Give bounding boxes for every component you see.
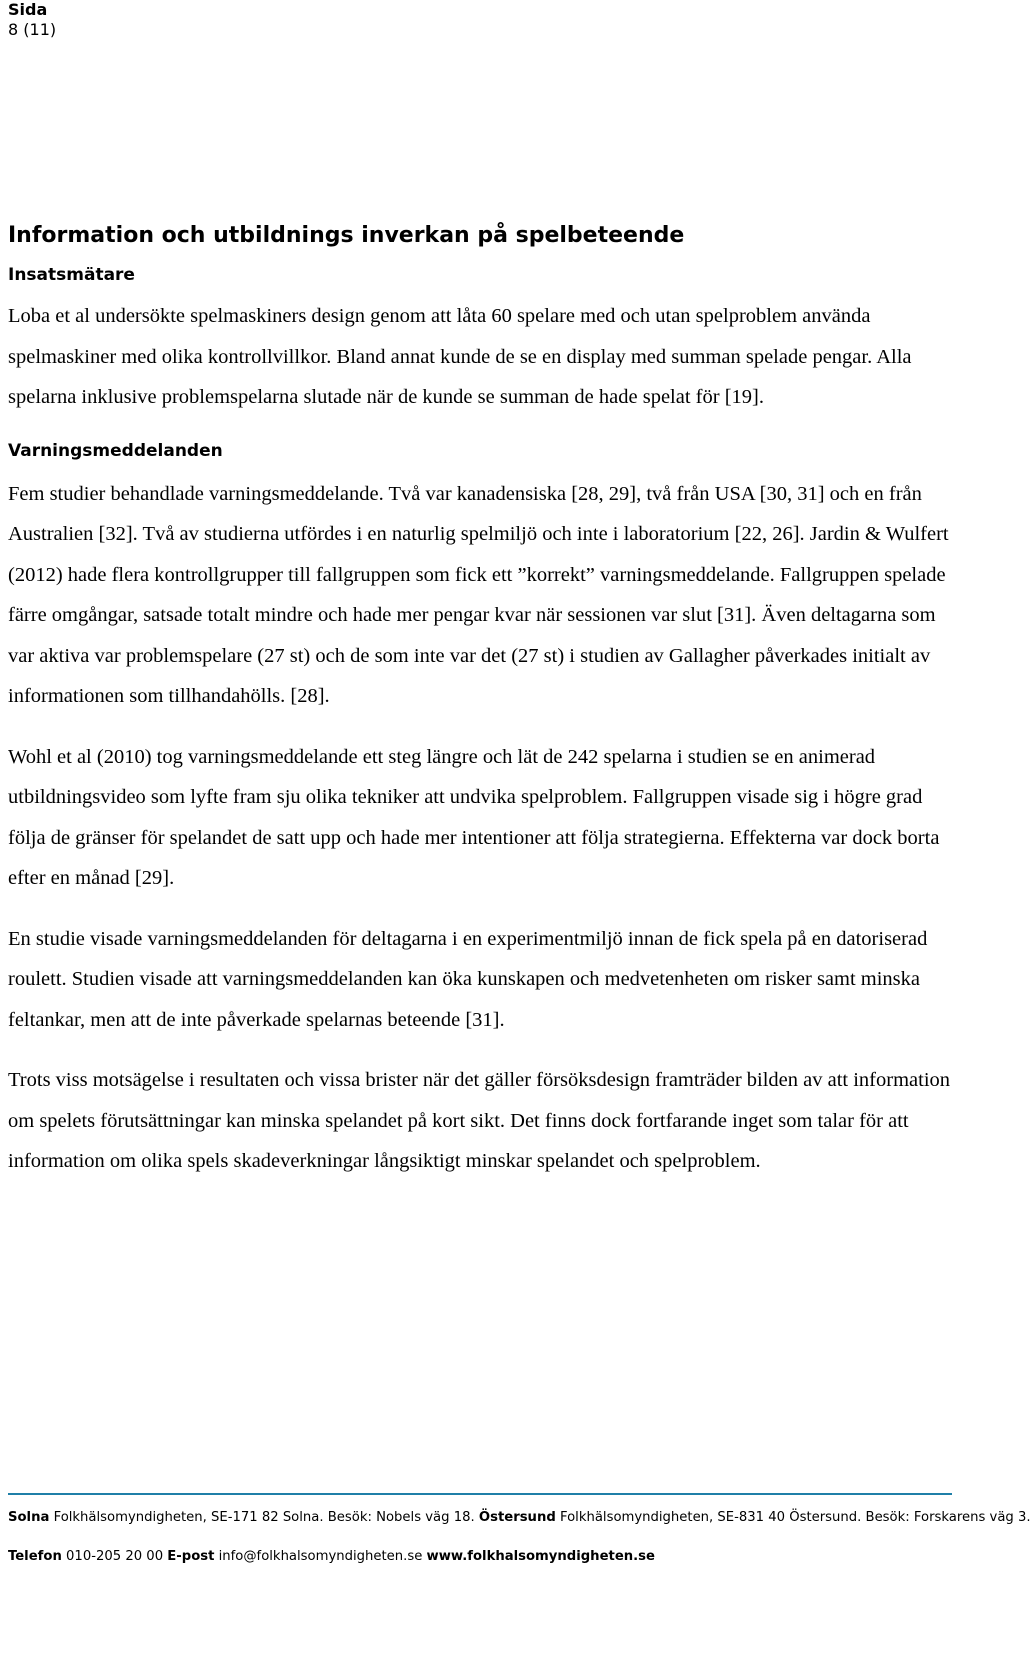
paragraph: Loba et al undersökte spelmaskiners design genom att låta 60 spelare med och utan spelproblem använda spelmaskiner med olika kontrollvillkor. Bland annat kunde de se en display med summan spelade pengar. Alla spelarna inklusive problemspelarna slutade när de kunde se summan de hade spelat för [19].: [8, 305, 912, 408]
footer-city-ostersund: Östersund: [478, 1510, 556, 1525]
footer-address-solna: Folkhälsomyndigheten, SE-171 82 Solna. Besök: Nobels väg 18.: [53, 1510, 475, 1525]
footer-divider: [8, 1493, 952, 1495]
section-heading-insatsmatare: Insatsmätare: [8, 265, 135, 285]
page-header: [8, 0, 56, 40]
footer-email-link[interactable]: info@folkhalsomyndigheten.se: [218, 1549, 423, 1564]
footer-contact: [8, 1549, 952, 1565]
paragraph: Wohl et al (2010) tog varningsmeddelande ett steg längre och lät de 242 spelarna i studien se en animerad utbildningsvideo som lyfte fram sju olika tekniker att undvika spelproblem. Fallgruppen visade sig i högre grad följa de gränser för spelandet de satt upp och hade mer intentioner att följa strategierna. Effekterna var dock borta efter en månad [29].: [8, 745, 940, 889]
footer-addresses: [8, 1510, 1031, 1526]
footer-website-link[interactable]: www.folkhalsomyndigheten.se: [426, 1549, 655, 1564]
paragraph: Fem studier behandlade varningsmeddelande. Två var kanadensiska [28, 29], två från USA [30, 31] och en från Australien [32]. Två av studierna utfördes i en naturlig spelmiljö och inte i laboratorium [22, 26]. Jardin & Wulfert (2012) hade flera kontrollgrupper till fallgruppen som fick ett ”korrekt” varningsmeddelande. Fallgruppen spelade färre omgångar, satsade totalt mindre och hade mer pengar kvar när sessionen var slut [31]. Även deltagarna som var aktiva var problemspelare (27 st) och de som inte var det (27 st) i studien av Gallagher påverkades initialt av informationen som tillhandahölls. [28].: [8, 482, 949, 707]
page-label: Sida: [8, 0, 48, 19]
section-heading-varningsmeddelanden: Varningsmeddelanden: [8, 440, 223, 461]
footer-email-label: E-post: [167, 1549, 215, 1564]
paragraph: Trots viss motsägelse i resultaten och vissa brister när det gäller försöksdesign framträder bilden av att information om spelets förutsättningar kan minska spelandet på kort sikt. Det finns dock fortfarande inget som talar för att information om olika spels skadeverkningar långsiktigt minskar spelandet och spelproblem.: [8, 1069, 951, 1172]
footer-city-solna: Solna: [8, 1510, 50, 1525]
paragraph: En studie visade varningsmeddelanden för deltagarna i en experimentmiljö innan de fick spela på en datoriserad roulett. Studien visade att varningsmeddelanden kan öka kunskapen och medvetenheten om risker samt minska feltankar, men att de inte påverkade spelarnas beteende [31].: [8, 927, 928, 1031]
page-title: Information och utbildnings inverkan på spelbeteende: [8, 223, 685, 248]
document-body: [8, 222, 952, 1182]
footer-address-ostersund: Folkhälsomyndigheten, SE-831 40 Östersund. Besök: Forskarens väg 3.: [559, 1510, 1031, 1525]
footer-phone: 010-205 20 00: [66, 1549, 164, 1564]
footer-phone-label: Telefon: [8, 1549, 62, 1564]
page-number: 8 (11): [8, 20, 57, 39]
